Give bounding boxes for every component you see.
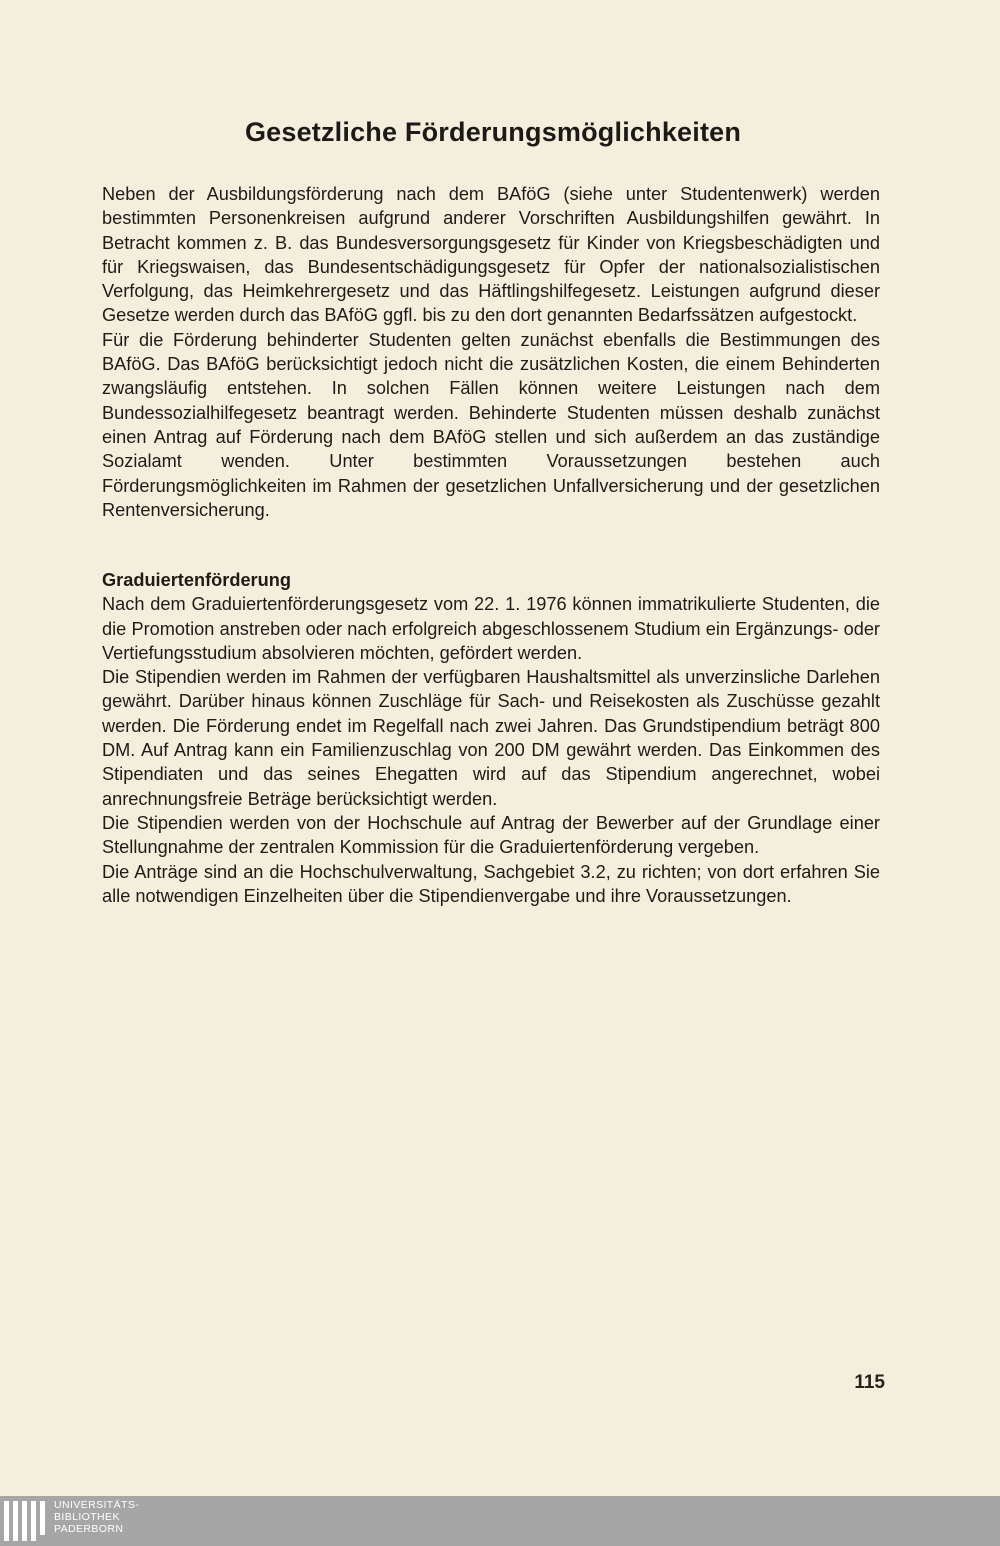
paragraph: Die Anträge sind an die Hochschulverwaltung, Sachgebiet 3.2, zu richten; von dort erfahren Sie alle notwendigen Einzelheiten über die Stipendienvergabe und ihre Voraussetzungen. (102, 861, 880, 906)
library-name-line: PADERBORN (54, 1523, 124, 1535)
paragraph: Für die Förderung behinderter Studenten gelten zunächst ebenfalls die Bestimmungen des BAföG. Das BAföG berücksichtigt jedoch nicht die zusätzlichen Kosten, die einem Behinderten zwangsläufig entstehen. In solchen Fällen können weitere Leistungen nach dem Bundessozialhilfegesetz beantragt werden. Behinderte Studenten müssen deshalb zunächst einen Antrag auf Förderung nach dem BAföG stellen und sich außerdem an das zuständige Sozialamt wenden. Unter bestimmten Voraussetzungen bestehen auch Förderungsmöglichkeiten im Rahmen der gesetzlichen Unfallversicherung und der gesetzlichen Rentenversicherung. (102, 329, 880, 520)
page-number: 115 (854, 1372, 885, 1393)
library-footer (0, 1496, 1000, 1546)
paragraph: Neben der Ausbildungsförderung nach dem BAföG (siehe unter Studentenwerk) werden bestimmten Personenkreisen aufgrund anderer Vorschriften Ausbildungshilfen gewährt. In Betracht kommen z. B. das Bundesversorgungsgesetz für Kinder von Kriegsbeschädigten und für Kriegswaisen, das Bundesentschädigungsgesetz für Opfer der nationalsozialistischen Verfolgung, das Heimkehrergesetz und das Häftlingshilfegesetz. Leistungen aufgrund dieser Gesetze werden durch das BAföG ggfl. bis zu den dort genannten Bedarfssätzen aufgestockt. (102, 184, 880, 326)
paragraph: Die Stipendien werden im Rahmen der verfügbaren Haushaltsmittel als unverzinsliche Darlehen gewährt. Darüber hinaus können Zuschläge für Sach- und Reisekosten als Zuschüsse gezahlt werden. Die Förderung endet im Regelfall nach zwei Jahren. Das Grundstipendium beträgt 800 DM. Auf Antrag kann ein Familienzuschlag von 200 DM gewährt werden. Das Einkommen des Stipendiaten und das seines Ehegatten wird auf das Stipendium angerechnet, wobei anrechnungsfreie Beträge berücksichtigt werden. (102, 667, 880, 809)
section-graduiertenfoerderung (102, 568, 880, 908)
library-name-line: UNIVERSITÄTS- (54, 1499, 140, 1511)
library-logo-icon (4, 1501, 48, 1541)
section-heading: Graduiertenförderung (102, 570, 291, 590)
page-title: Gesetzliche Förderungsmöglichkeiten (244, 117, 742, 147)
library-name (54, 1499, 139, 1535)
section-intro (102, 182, 880, 522)
paragraph: Die Stipendien werden von der Hochschule auf Antrag der Bewerber auf der Grundlage einer Stellungnahme der zentralen Kommission für die Graduiertenförderung vergeben. (102, 812, 880, 858)
library-name-line: BIBLIOTHEK (54, 1511, 120, 1523)
paragraph: Nach dem Graduiertenförderungsgesetz vom 22. 1. 1976 können immatrikulierte Studenten, die die Promotion anstreben oder nach erfolgreich abgeschlossenem Studium ein Ergänzungs- oder Vertiefungsstudium absolvieren möchten, gefördert werden. (102, 594, 880, 663)
